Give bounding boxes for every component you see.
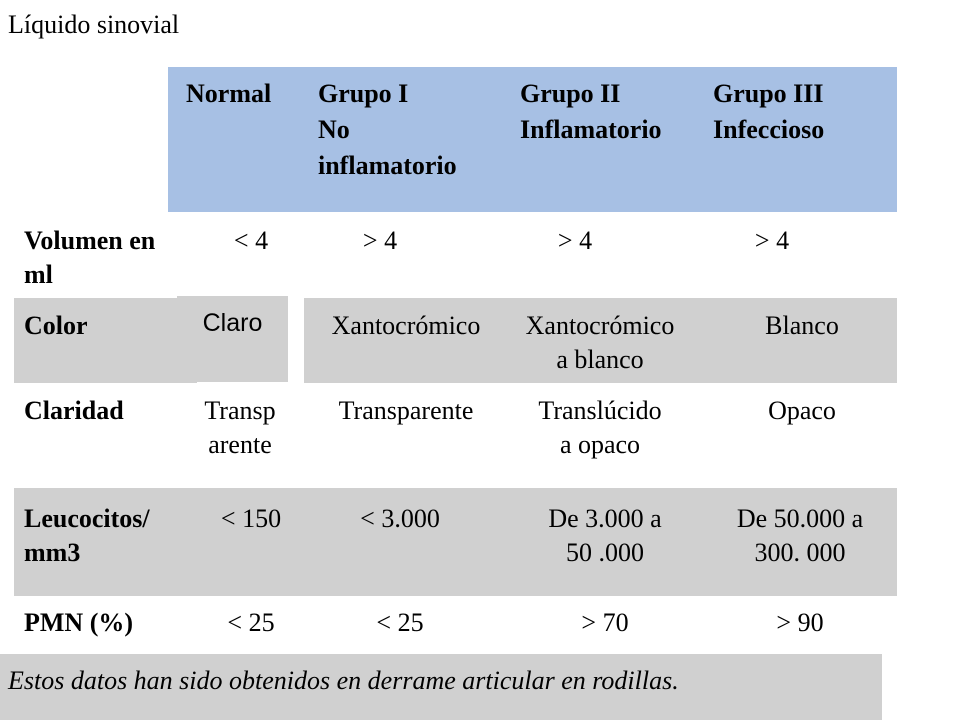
cell-line: Translúcido: [538, 396, 662, 425]
cell-claridad-normal: [190, 394, 290, 462]
cell-volumen-normal: < 4: [233, 226, 269, 255]
row-label-line: ml: [24, 260, 53, 289]
cell-pmn-g3: > 90: [776, 608, 824, 637]
col-header-grupo-1: [318, 76, 457, 184]
cell-line: arente: [208, 430, 272, 459]
cell-volumen-g2: > 4: [557, 226, 593, 255]
row-label-color: Color: [24, 311, 88, 340]
cell-volumen-g1: > 4: [362, 226, 398, 255]
cell-line: Xantocrómico: [525, 311, 675, 340]
cell-line: 50 .000: [566, 538, 644, 567]
cell-claridad-g2: [500, 394, 700, 462]
cell-line: Transp: [204, 396, 276, 425]
col-header-line: Normal: [186, 79, 272, 108]
cell-volumen-g3: > 4: [754, 226, 790, 255]
cell-pmn-normal: < 25: [227, 608, 275, 637]
row-label-leucocitos: [24, 502, 150, 570]
col-header-line: Grupo III: [713, 79, 824, 108]
cell-claridad-g1: Transparente: [338, 396, 474, 425]
cell-leucocitos-g3: [700, 502, 900, 570]
cell-line: a blanco: [556, 345, 644, 374]
col-header-grupo-2: [520, 76, 662, 148]
row-label-line: mm3: [24, 538, 81, 567]
col-header-line: inflamatorio: [318, 151, 457, 180]
cell-leucocitos-g2: [505, 502, 705, 570]
row-label-line: Volumen en: [24, 226, 156, 255]
cell-line: De 3.000 a: [548, 504, 662, 533]
col-header-line: No: [318, 115, 350, 144]
cell-pmn-g1: < 25: [376, 608, 424, 637]
cell-leucocitos-normal: < 150: [220, 504, 282, 533]
col-header-line: Inflamatorio: [520, 115, 662, 144]
col-header-line: Grupo II: [520, 79, 621, 108]
col-header-grupo-3: [713, 76, 824, 148]
cell-pmn-g2: > 70: [581, 608, 629, 637]
col-header-line: Grupo I: [318, 79, 409, 108]
row-label-pmn: PMN (%): [24, 608, 134, 637]
col-header-normal: [186, 76, 271, 112]
row-label-claridad: Claridad: [24, 396, 124, 425]
cell-leucocitos-g1: < 3.000: [360, 504, 440, 533]
cell-color-g1: Xantocrómico: [331, 311, 481, 340]
cell-color-g3: Blanco: [765, 311, 839, 340]
footnote-text: Estos datos han sido obtenidos en derrame articular en rodillas.: [8, 666, 679, 695]
page-title: Líquido sinovial: [8, 10, 180, 39]
cell-line: 300. 000: [754, 538, 846, 567]
cell-color-normal: Claro: [202, 309, 263, 337]
row-label-line: Leucocitos/: [24, 504, 150, 533]
footnote-band: [0, 654, 882, 720]
cell-claridad-g3: Opaco: [768, 396, 836, 425]
row-label-volumen: [24, 224, 155, 292]
cell-line: De 50.000 a: [736, 504, 864, 533]
cell-color-g2: [500, 309, 700, 377]
col-header-line: Infeccioso: [713, 115, 825, 144]
cell-line: a opaco: [559, 430, 641, 459]
